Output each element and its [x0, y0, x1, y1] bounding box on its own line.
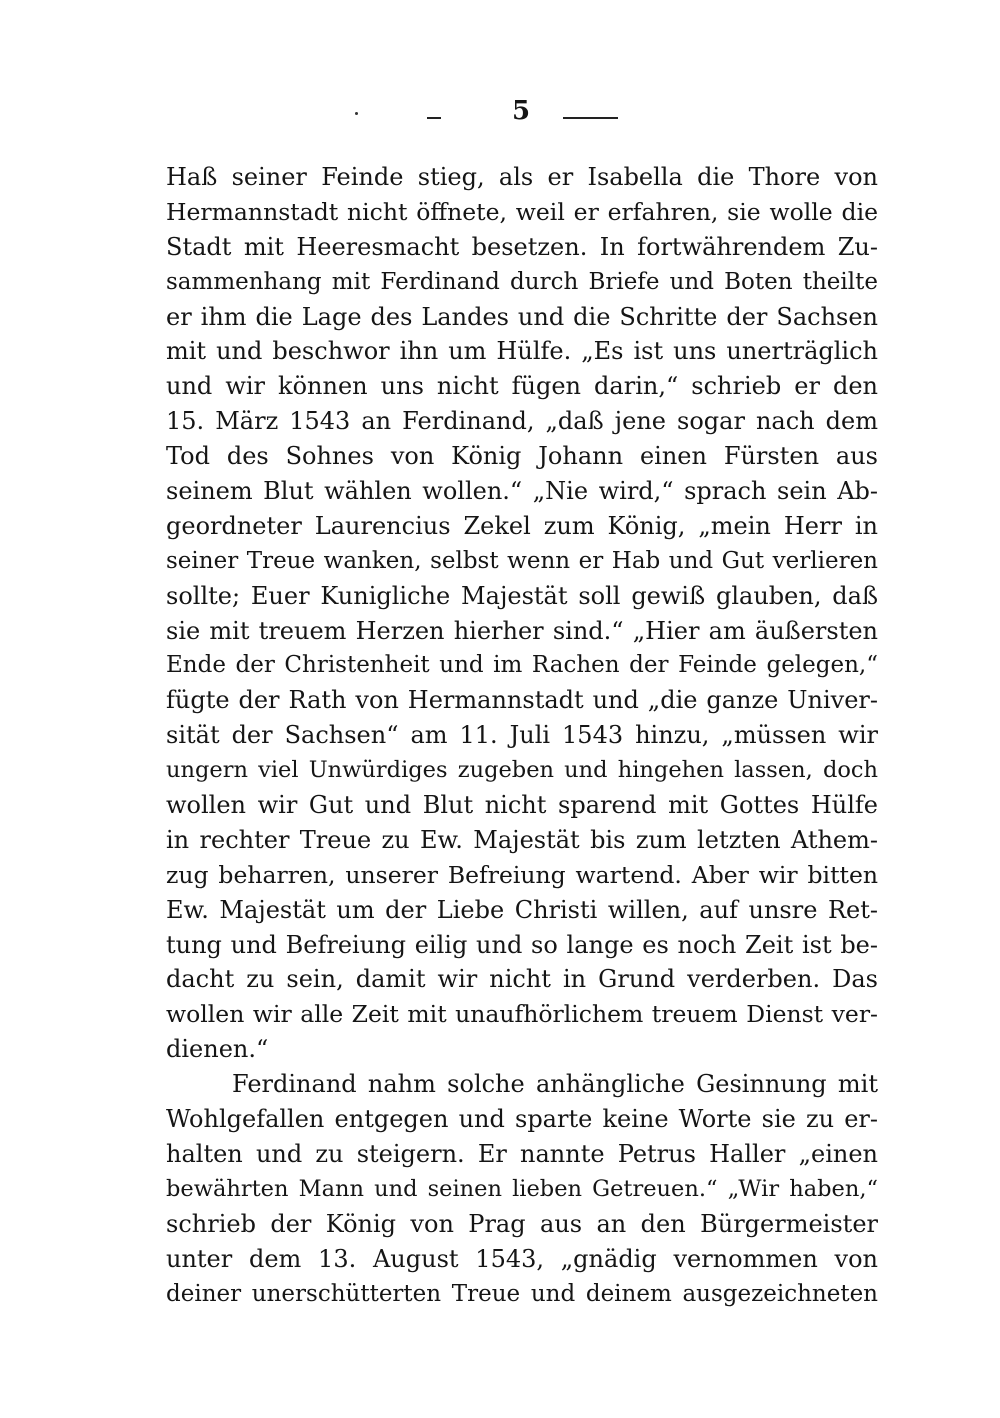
text-line: sammenhang mit Ferdinand durch Briefe und Boten theilte: [166, 268, 878, 295]
text-line: seiner Treue wanken, selbst wenn er Hab und Gut verlieren: [166, 547, 878, 574]
text-line: halten und zu steigern. Er nannte Petrus Haller „einen: [166, 1139, 878, 1168]
text-line: dacht zu sein, damit wir nicht in Grund verderben. Das: [166, 965, 878, 994]
header-dot: [355, 112, 358, 115]
page-header: [0, 92, 1000, 132]
text-line: sität der Sachsen“ am 11. Juli 1543 hinzu, „müssen wir: [166, 721, 878, 750]
text-line: er ihm die Lage des Landes und die Schritte der Sachsen: [166, 302, 878, 331]
text-line: deiner unerschütterten Treue und deinem ausgezeichneten: [166, 1280, 878, 1307]
text-line: zug beharren, unserer Befreiung wartend. Aber wir bitten: [166, 860, 878, 889]
text-line: Wohlgefallen entgegen und sparte keine Worte sie zu er-: [166, 1105, 878, 1134]
header-dash-right: [563, 117, 618, 119]
text-line: Hermannstadt nicht öffnete, weil er erfahren, sie wolle die: [166, 197, 878, 226]
text-line: geordneter Laurencius Zekel zum König, „mein Herr in: [166, 511, 878, 540]
text-line: dienen.“: [166, 1035, 269, 1064]
paragraph-2: [166, 1067, 878, 1311]
text-line: fügte der Rath von Hermannstadt und „die ganze Univer-: [166, 686, 878, 715]
text-line: wollen wir alle Zeit mit unaufhörlichem treuem Dienst ver-: [166, 1000, 878, 1029]
text-line: Stadt mit Heeresmacht besetzen. In fortwährendem Zu-: [166, 232, 878, 261]
text-line: ungern viel Unwürdiges zugeben und hingehen lassen, doch: [166, 757, 878, 784]
text-line: in rechter Treue zu Ew. Majestät bis zum letzten Athem-: [166, 825, 878, 854]
body-text: [166, 160, 878, 1311]
text-line: schrieb der König von Prag aus an den Bürgermeister: [166, 1209, 878, 1238]
text-line: Ew. Majestät um der Liebe Christi willen, auf unsre Ret-: [166, 895, 878, 924]
text-line: bewährten Mann und seinen lieben Getreuen.“ „Wir haben,“: [166, 1175, 878, 1202]
text-line: unter dem 13. August 1543, „gnädig vernommen von: [166, 1244, 878, 1273]
text-line: und wir können uns nicht fügen darin,“ schrieb er den: [166, 372, 878, 401]
text-line: Haß seiner Feinde stieg, als er Isabella die Thore von: [166, 163, 878, 191]
text-line: sie mit treuem Herzen hierher sind.“ „Hier am äußersten: [166, 616, 878, 645]
text-line: Ende der Christenheit und im Rachen der Feinde gelegen,“: [166, 652, 878, 679]
text-line: sollte; Euer Kunigliche Majestät soll gewiß glauben, daß: [166, 581, 878, 610]
header-dash-left: [427, 117, 441, 119]
text-line: Tod des Sohnes von König Johann einen Fürsten aus: [166, 442, 878, 471]
text-line: 15. März 1543 an Ferdinand, „daß jene sogar nach dem: [166, 407, 878, 436]
text-line: tung und Befreiung eilig und so lange es noch Zeit ist be-: [166, 930, 878, 959]
page-number: 5: [512, 96, 531, 126]
text-line: mit und beschwor ihn um Hülfe. „Es ist uns unerträglich: [166, 337, 878, 366]
text-line: seinem Blut wählen wollen.“ „Nie wird,“ sprach sein Ab-: [166, 477, 878, 506]
text-line: wollen wir Gut und Blut nicht sparend mit Gottes Hülfe: [166, 791, 878, 820]
paragraph-1: [166, 160, 878, 1067]
text-line: Ferdinand nahm solche anhängliche Gesinnung mit: [232, 1070, 878, 1099]
